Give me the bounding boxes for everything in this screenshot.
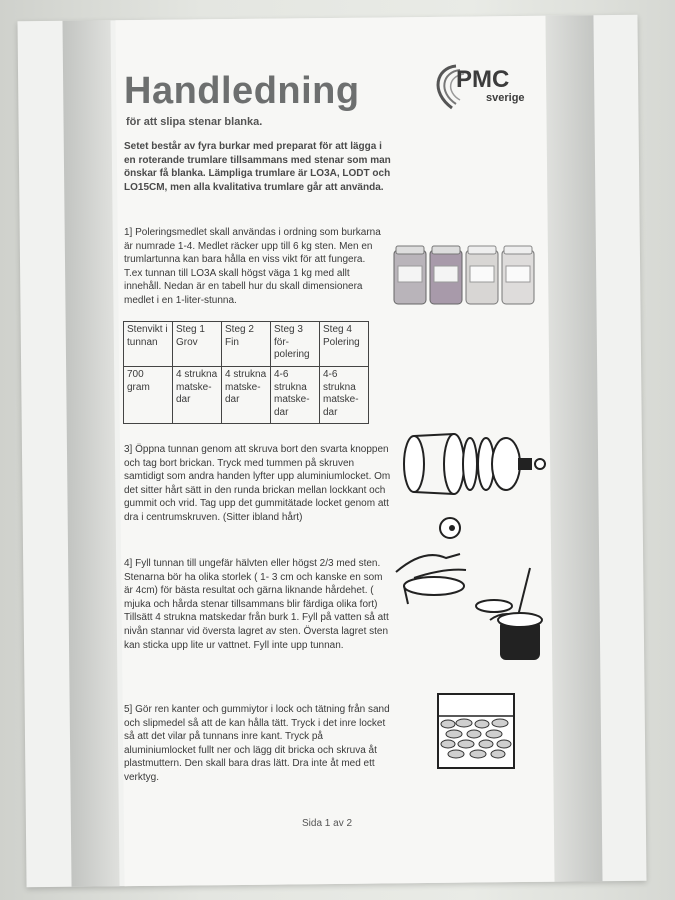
- table-header-cell: Steg 3 för-polering: [271, 322, 320, 367]
- polish-jars-illustration: [392, 244, 542, 306]
- table-header-cell: Steg 4 Polering: [320, 322, 369, 367]
- lid-removal-illustration: [394, 508, 554, 668]
- table-header-cell: Steg 1 Grov: [173, 322, 222, 367]
- logo-main-text: PMC: [456, 66, 510, 93]
- step-1-paragraph: 1] Poleringsmedlet skall användas i ordning som burkarna är numrade 1-4. Medlet räcker upp till 6 kg sten. Men en trumlartunna kan bara hålla en viss vikt för att fungera. T.ex tunnan till LO3A skall högst väga 1 kg med allt innehåll. Nedan är en tabell hur du skall dimensionera medlet i en 1-liter-stunna.: [124, 227, 381, 306]
- right-shade-band: [545, 15, 602, 881]
- table-row: [124, 367, 369, 424]
- dosage-table: [123, 321, 369, 424]
- table-cell: 4 strukna matske-dar: [173, 367, 222, 424]
- table-header-cell: Steg 2 Fin: [222, 322, 271, 367]
- pmc-logo: [428, 62, 538, 118]
- jar-icon: [394, 246, 426, 304]
- jar-icon: [430, 246, 462, 304]
- stone-filled-barrel-illustration: [436, 690, 518, 772]
- step-5-paragraph: 5] Gör ren kanter och gummiytor i lock och tätning från sand och slipmedel så att de kan hålla tätt. Tryck i det inre locket så att det vilar på tunnans inre kant. Tryck på aluminiumlocket fullt ner och lägg dit bricka och skruva åt plastmuttern. Den skall bara dras lätt. Dra inte åt med ett verktyg.: [124, 704, 390, 783]
- table-cell: 4 strukna matske-dar: [222, 367, 271, 424]
- table-header-row: [124, 322, 369, 367]
- jar-icon: [466, 246, 498, 304]
- table-cell: 700 gram: [124, 367, 173, 424]
- logo-sub-text: sverige: [486, 92, 525, 104]
- jar-icon: [502, 246, 534, 304]
- table-cell: 4-6 strukna matske-dar: [271, 367, 320, 424]
- page-subtitle: för att slipa stenar blanka.: [126, 116, 263, 128]
- table-header-cell: Stenvikt i tunnan: [124, 322, 173, 367]
- left-shade-band: [62, 20, 119, 886]
- barrel-parts-illustration: [402, 428, 552, 500]
- table-cell: 4-6 strukna matske-dar: [320, 367, 369, 424]
- page-title: Handledning: [124, 70, 360, 112]
- step-3-paragraph: 3] Öppna tunnan genom att skruva bort den svarta knoppen och tag bort brickan. Tryck med tummen på skruven samtidigt som andra handen lyfter upp aluminiumlocket. Om det sitter hårt sätt in den runda brickan mellan lockkant och gummit och vrid. Tag upp det gummitätade locket genom att dra i centrumskruven. (Sitter ibland hårt): [124, 444, 391, 523]
- page-number: Sida 1 av 2: [302, 818, 353, 829]
- intro-paragraph: Setet består av fyra burkar med preparat för att lägga i en roterande trumlare tillsammans med stenar som man önskar få blanka. Lämpliga trumlare är LO3A, LODT och LO15CM, men alla kvalitativa trumlare går att använda.: [124, 141, 391, 193]
- step-4-paragraph: 4] Fyll tunnan till ungefär hälvten eller högst 2/3 med sten. Stenarna bör ha olika storlek ( 1- 3 cm och kanske en som är 4cm) för bästa resultat och gärna liknande hårdehet. ( mjuka och hårda stenar tillsammans blir färdiga olika fort) Tillsätt 4 strukna matskedar från burk 1. Fyll på vatten så att nivån stannar vid översta lagret av sten. Översta lagret sten kan sticka upp lite ur vattnet. Fyll inte upp tunnan.: [124, 558, 389, 651]
